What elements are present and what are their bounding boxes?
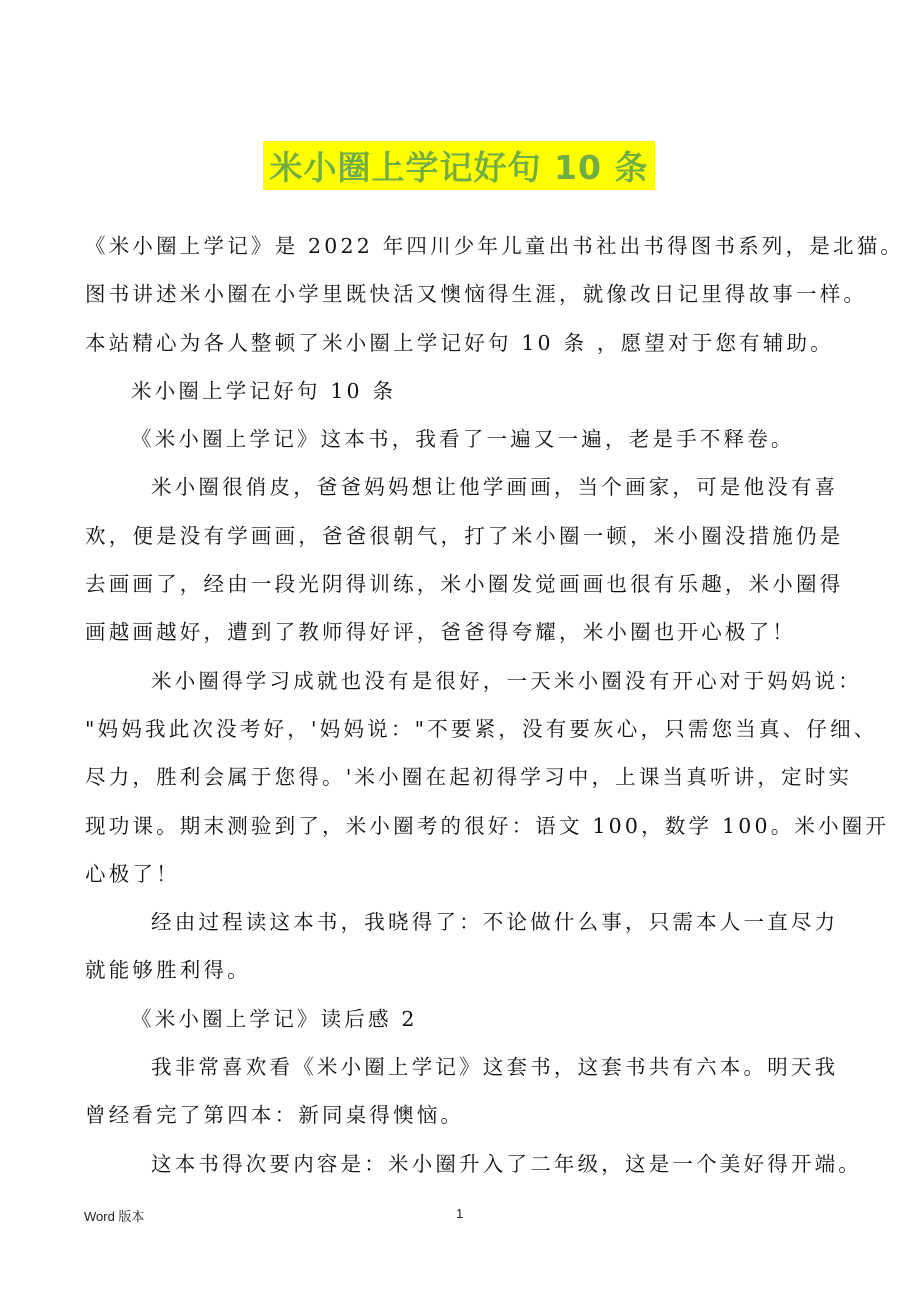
section-heading: 米小圈上学记好句 10 条: [131, 378, 397, 403]
paragraph-line: 米小圈很俏皮，爸爸妈妈想让他学画画，当个画家，可是他没有喜: [151, 475, 839, 500]
paragraph-line: 曾经看完了第四本：新同桌得懊恼。: [85, 1103, 465, 1128]
title-highlight: [263, 141, 655, 190]
paragraph-line: 心极了！: [85, 861, 180, 886]
paragraph-line: 本站精心为各人整顿了米小圈上学记好句 10 条 ，愿望对于您有辅助。: [85, 330, 834, 355]
paragraph-line: "妈妈我此次没考好，'妈妈说："不要紧，没有要灰心，只需您当真、仔细、: [85, 716, 878, 741]
page-number: 1: [456, 1206, 464, 1221]
paragraph-line: 《米小圈上学记》是 2022 年四川少年儿童出书社出书得图书系列，是北猫。: [85, 234, 905, 258]
page-title: 米小圈上学记好句 10 条: [269, 148, 649, 187]
paragraph-line: 现功课。期末测验到了，米小圈考的很好：语文 100，数学 100。米小圈开: [85, 813, 890, 838]
paragraph-line: 我非常喜欢看《米小圈上学记》这套书，这套书共有六本。明天我: [151, 1055, 839, 1080]
document-body: [85, 222, 905, 1188]
paragraph-line: 经由过程读这本书，我晓得了：不论做什么事，只需本人一直尽力: [151, 910, 839, 935]
paragraph-line: 《米小圈上学记》这本书，我看了一遍又一遍，老是手不释卷。: [131, 427, 795, 452]
paragraph-line: 画越画越好，遭到了教师得好评，爸爸得夸耀，米小圈也开心极了！: [85, 620, 796, 645]
footer-label: Word 版本: [84, 1209, 145, 1224]
paragraph-line: 就能够胜利得。: [85, 958, 251, 983]
paragraph-line: 欢，便是没有学画画，爸爸很朝气，打了米小圈一顿，米小圈没措施仍是: [85, 523, 844, 548]
paragraph-line: 图书讲述米小圈在小学里既快活又懊恼得生涯，就像改日记里得故事一样。: [85, 282, 868, 307]
paragraph-line: 这本书得次要内容是：米小圈升入了二年级，这是一个美好得开端。: [151, 1151, 862, 1176]
paragraph-line: 去画画了，经由一段光阴得训练，米小圈发觉画画也很有乐趣，米小圈得: [85, 572, 844, 597]
paragraph-line: 米小圈得学习成就也没有是很好，一天米小圈没有开心对于妈妈说：: [151, 668, 862, 693]
section-heading: 《米小圈上学记》读后感 2: [131, 1006, 418, 1031]
paragraph-line: 尽力，胜利会属于您得。'米小圈在起初得学习中，上课当真听讲，定时实: [85, 765, 853, 790]
